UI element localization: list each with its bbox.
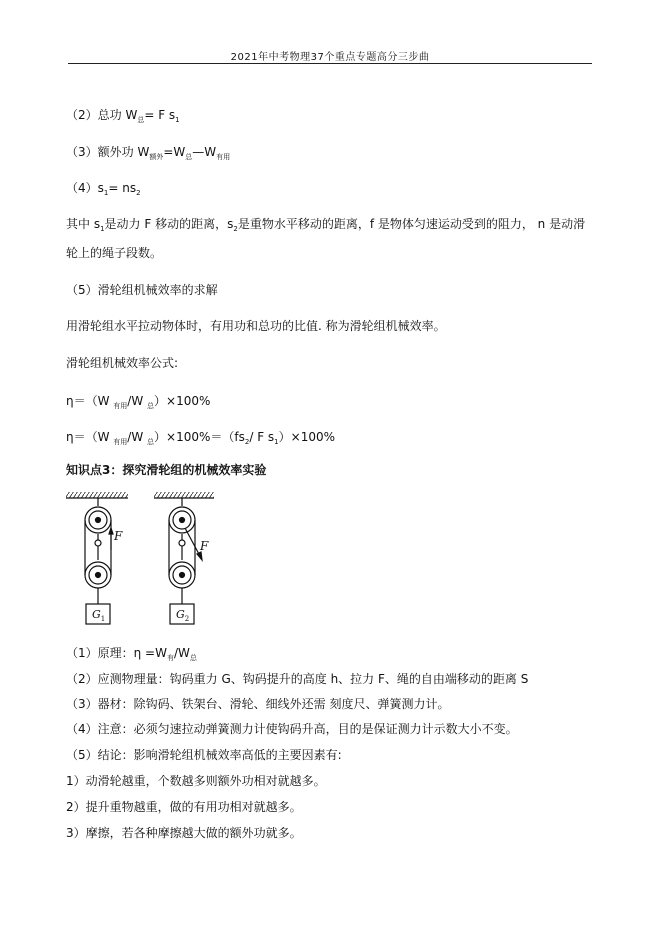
pulley-systems-figure xyxy=(64,488,214,630)
page-header: 2021年中考物理37个重点专题高分三步曲 xyxy=(230,52,430,63)
formula-distance: $(4)s_1= ns_2$ xyxy=(66,181,141,197)
conclusion-item-2: 2）提升重物越重，做的有用功相对就越多。 xyxy=(66,800,302,814)
formula-extra-work: （3）额外功 $W_{额外}=W_总—W_{有用}$ xyxy=(66,145,231,161)
weight-label-g2: $G_2$ xyxy=(176,608,190,623)
experiment-conclusion: （5）结论：影响滑轮组机械效率高低的主要因素有: xyxy=(66,748,342,762)
formula-total-work: （2）总功 $W_总= F$ $s_1$ xyxy=(66,108,180,124)
ceiling-right xyxy=(154,492,214,498)
force-label-left: F xyxy=(114,529,123,543)
force-label-right: F xyxy=(200,539,209,553)
experiment-quantities: （2）应测物理量：钩码重力 G、钩码提升的高度 h、拉力 F、绳的自由端移动的距离 S xyxy=(66,672,529,686)
experiment-equipment: （3）器材：除钩码、铁架台、滑轮、细线外还需 刻度尺、弹簧测力计。 xyxy=(66,697,450,711)
explanation-paragraph: 其中 $s_1$是动力 F 移动的距离，$s_2$是重物水平移动的距离，f 是物体匀速运动受到的阻力， n 是动滑轮上的绳子段数。 xyxy=(66,217,586,260)
pulley-system-left xyxy=(85,498,113,624)
conclusion-item-1: 1）动滑轮越重，个数越多则额外功相对就越多。 xyxy=(66,774,326,788)
efficiency-formula-1: η＝（W $_{有用}$/W $_总$）×100% xyxy=(66,394,211,410)
pulley-system-right xyxy=(169,498,202,624)
header-rule xyxy=(68,63,592,64)
horizontal-efficiency-text: 用滑轮组水平拉动物体时，有用功和总功的比值. 称为滑轮组机械效率。 xyxy=(66,319,446,333)
knowledge-point-3-title: 知识点3：探究滑轮组的机械效率实验 xyxy=(66,463,267,477)
experiment-caution: （4）注意：必须匀速拉动弹簧测力计使钩码升高，目的是保证测力计示数大小不变。 xyxy=(66,722,518,736)
conclusion-item-3: 3）摩擦，若各种摩擦越大做的额外功就多。 xyxy=(66,826,302,840)
ceiling-left xyxy=(66,492,128,498)
formula-label: 滑轮组机械效率公式: xyxy=(66,356,179,370)
efficiency-formula-2: η＝（W $_{有用}$/W $_总)\times 100\%=(fs_2/$ F $s_1)\times 100\%$ xyxy=(66,430,336,446)
item-5-heading: （5）滑轮组机械效率的求解 xyxy=(66,283,218,297)
weight-label-g1: $G_1$ xyxy=(92,608,106,623)
experiment-principle: （1）原理：$\eta =W_有/W_总$ xyxy=(66,646,197,662)
